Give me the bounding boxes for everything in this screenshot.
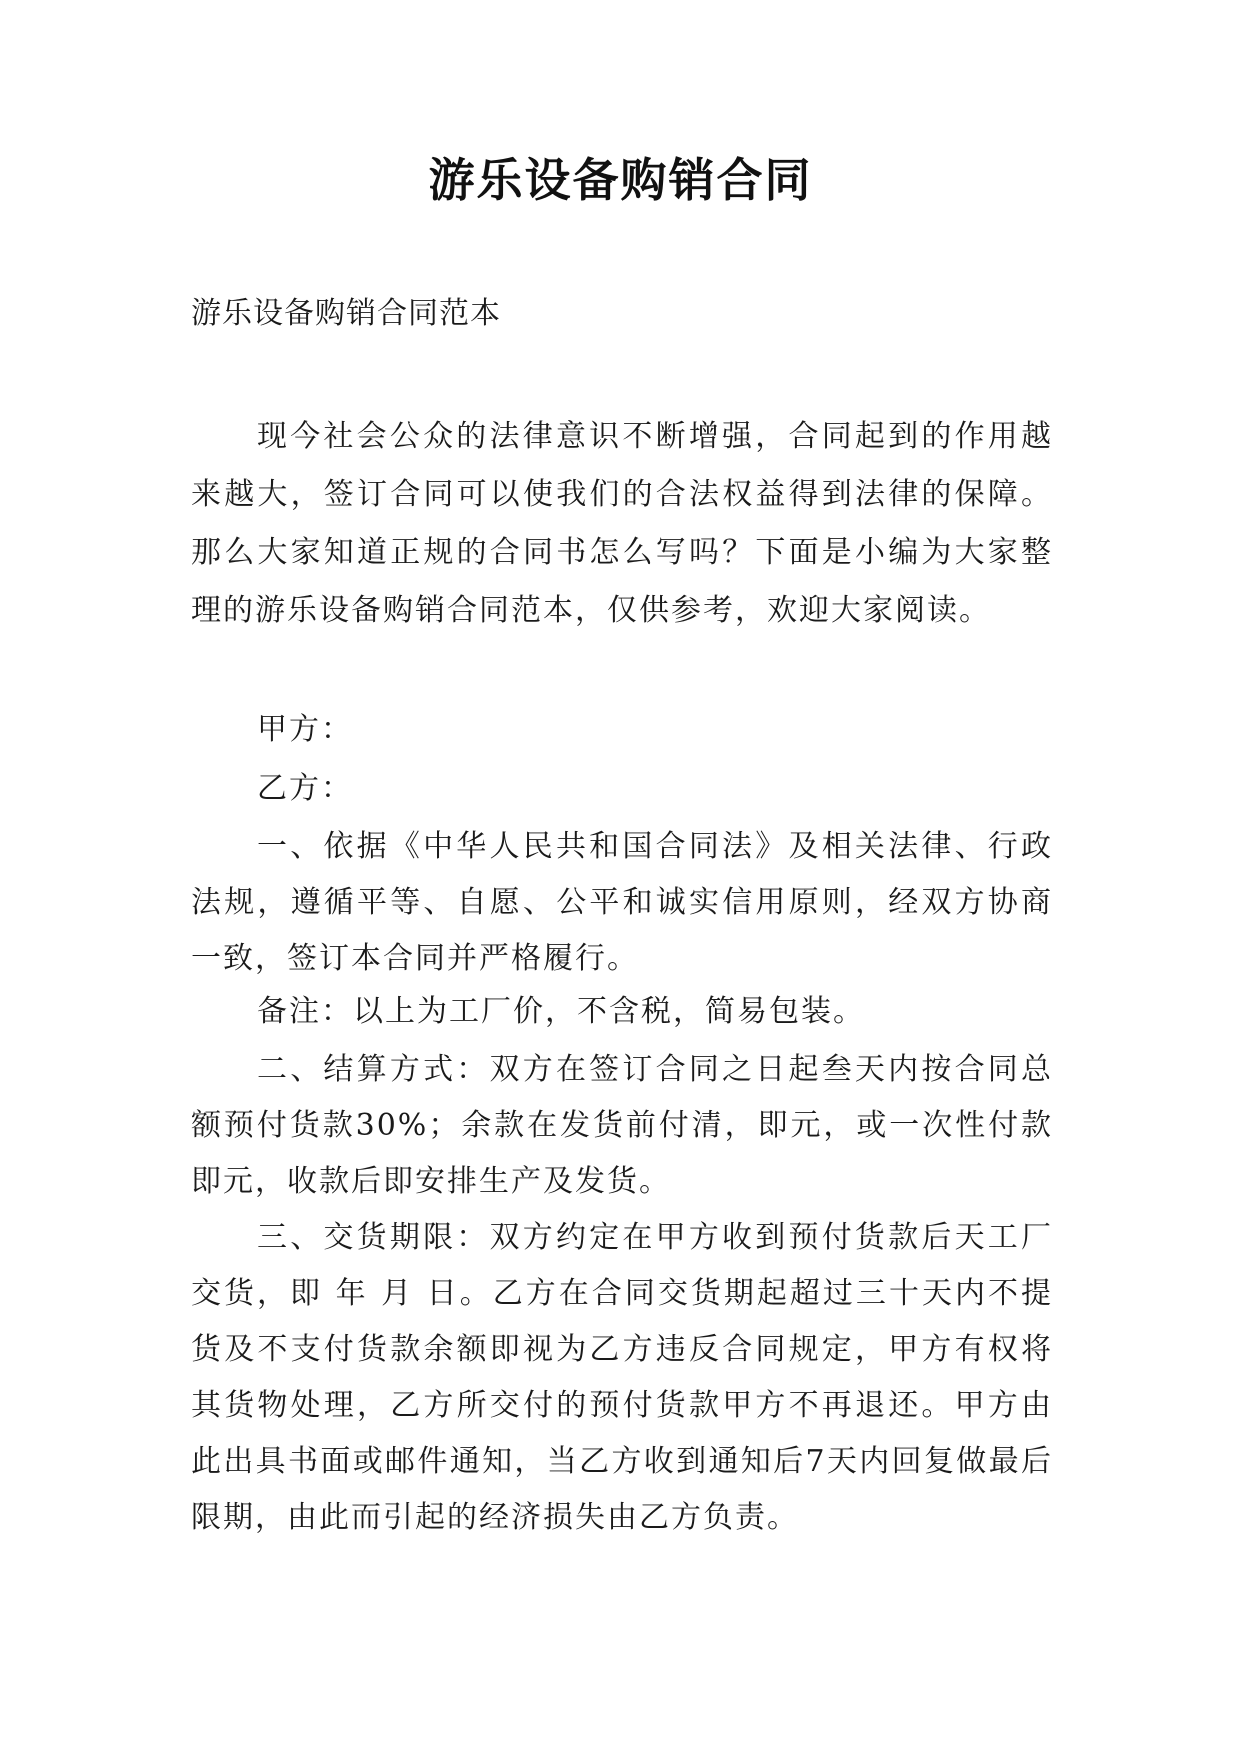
clause-1-paragraph: 一、依据《中华人民共和国合同法》及相关法律、行政法规，遵循平等、自愿、公平和诚实信用原则，经双方协商一致，签订本合同并严格履行。 <box>191 829 1053 976</box>
document-subtitle: 游乐设备购销合同范本 <box>191 296 501 331</box>
note-paragraph: 备注：以上为工厂价，不含税，简易包装。 <box>257 994 865 1029</box>
clause-2-paragraph: 二、结算方式：双方在签订合同之日起叁天内按合同总额预付货款30%；余款在发货前付清，即元，或一次性付款即元，收款后即安排生产及发货。 <box>191 1052 1053 1199</box>
clause-3-paragraph: 三、交货期限：双方约定在甲方收到预付货款后天工厂交货，即 年 月 日。乙方在合同交货期起超过三十天内不提货及不支付货款余额即视为乙方违反合同规定，甲方有权将其货物处理，乙方所交付的预付货款甲方不再退还。甲方由此出具书面或邮件通知，当乙方收到通知后7天内回复做最后限期，由此而引起的经济损失由乙方负责。 <box>191 1220 1053 1535</box>
party-a-line: 甲方： <box>257 712 353 747</box>
party-b-line: 乙方： <box>257 771 353 806</box>
intro-paragraph: 现今社会公众的法律意识不断增强，合同起到的作用越来越大，签订合同可以使我们的合法权益得到法律的保障。那么大家知道正规的合同书怎么写吗？下面是小编为大家整理的游乐设备购销合同范本，仅供参考，欢迎大家阅读。 <box>191 419 1053 628</box>
document-title: 游乐设备购销合同 <box>428 153 813 207</box>
